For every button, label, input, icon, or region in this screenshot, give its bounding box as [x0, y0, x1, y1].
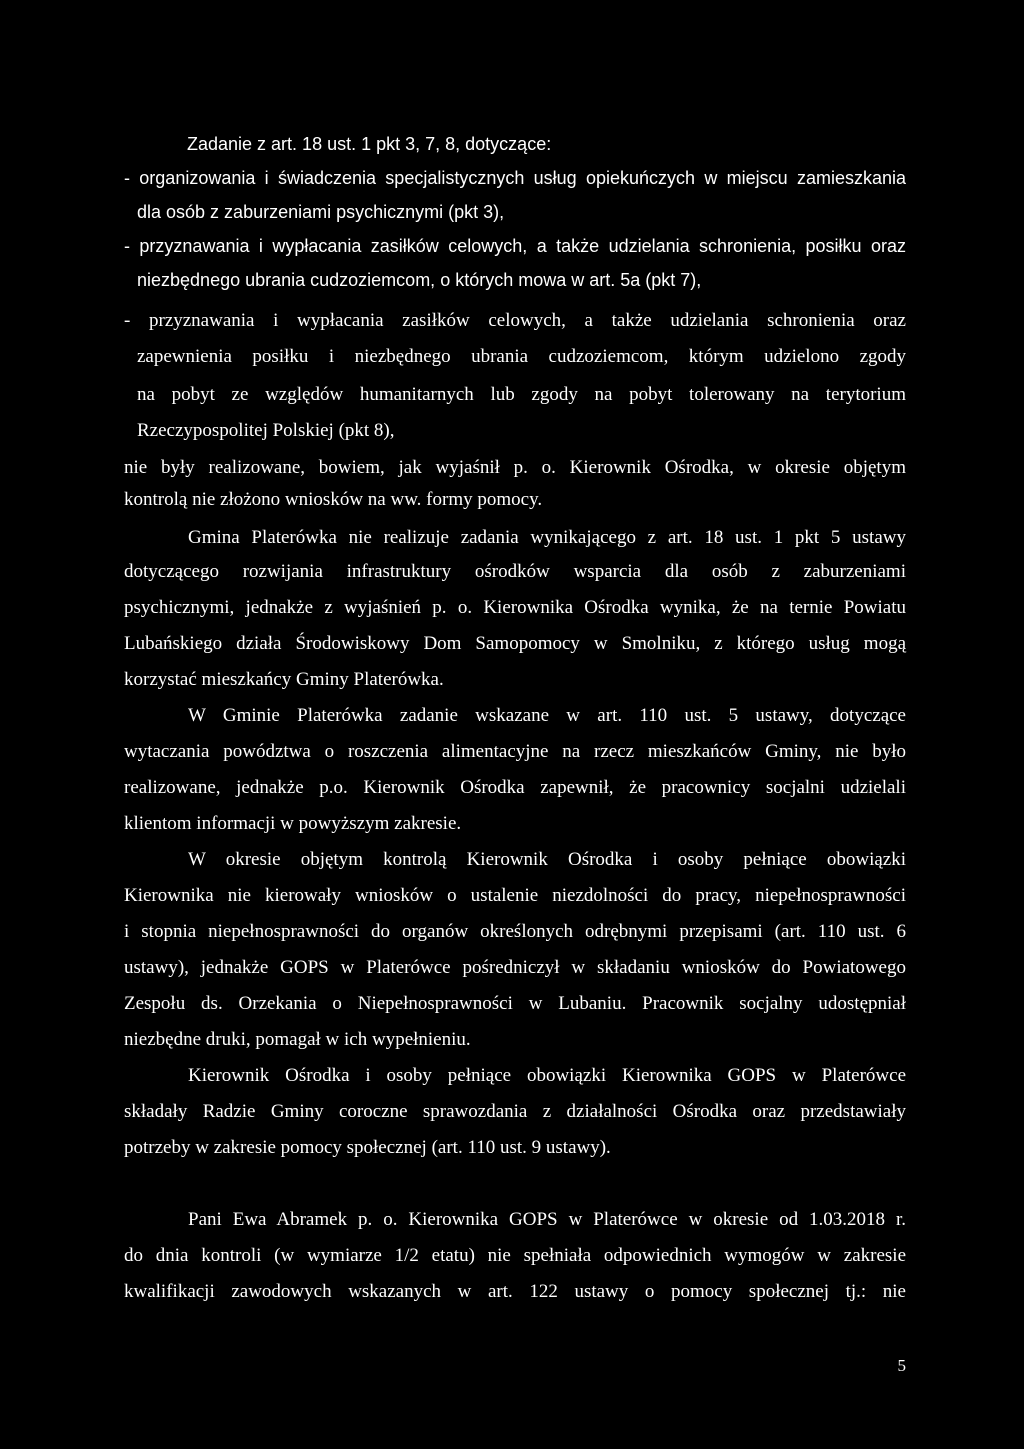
text-line: składały Radzie Gminy coroczne sprawozdania z działalności Ośrodka oraz przedstawiały [124, 1101, 906, 1122]
text-line: zapewnienia posiłku i niezbędnego ubrania cudzoziemcom, którym udzielono zgody [137, 346, 906, 367]
text-line: Pani Ewa Abramek p. o. Kierownika GOPS w Platerówce w okresie od 1.03.2018 r. [188, 1209, 906, 1230]
text-line: Zadanie z art. 18 ust. 1 pkt 3, 7, 8, dotyczące: [187, 134, 552, 154]
page-number: 5 [897, 1356, 906, 1375]
text-line: Gmina Platerówka nie realizuje zadania wynikającego z art. 18 ust. 1 pkt 5 ustawy [188, 527, 906, 548]
text-line: niezbędne druki, pomagał w ich wypełnieniu. [124, 1029, 471, 1050]
text-line: Kierownika nie kierowały wniosków o ustalenie niezdolności do pracy, niepełnosprawności [124, 885, 906, 906]
text-line: nie były realizowane, bowiem, jak wyjaśnił p. o. Kierownik Ośrodka, w okresie objętym [124, 457, 906, 478]
text-line: ustawy), jednakże GOPS w Platerówce pośredniczył w składaniu wniosków do Powiatowego [124, 957, 906, 978]
text-line: Rzeczypospolitej Polskiej (pkt 8), [137, 420, 395, 441]
text-line: potrzeby w zakresie pomocy społecznej (art. 110 ust. 9 ustawy). [124, 1137, 611, 1158]
text-line: realizowane, jednakże p.o. Kierownik Ośrodka zapewnił, że pracownicy socjalni udzielali [124, 777, 906, 798]
text-line: korzystać mieszkańcy Gminy Platerówka. [124, 669, 444, 690]
text-line: - przyznawania i wypłacania zasiłków celowych, a także udzielania schronienia, posiłku oraz [124, 236, 906, 256]
text-line: dla osób z zaburzeniami psychicznymi (pkt 3), [137, 202, 505, 222]
text-line: W Gminie Platerówka zadanie wskazane w art. 110 ust. 5 ustawy, dotyczące [188, 705, 906, 726]
text-line: do dnia kontroli (w wymiarze 1/2 etatu) nie spełniała odpowiednich wymogów w zakresie [124, 1245, 906, 1266]
text-line: wytaczania powództwa o roszczenia alimentacyjne na rzecz mieszkańców Gminy, nie było [124, 741, 906, 762]
text-line: Zespołu ds. Orzekania o Niepełnosprawności w Lubaniu. Pracownik socjalny udostępniał [124, 993, 906, 1014]
text-line: psychicznymi, jednakże z wyjaśnień p. o. Kierownika Ośrodka wynika, że na ternie Powiatu [124, 597, 906, 618]
text-line: kwalifikacji zawodowych wskazanych w art. 122 ustawy o pomocy społecznej tj.: nie [124, 1281, 906, 1302]
text-line: niezbędnego ubrania cudzoziemcom, o których mowa w art. 5a (pkt 7), [137, 270, 702, 290]
text-line: dotyczącego rozwijania infrastruktury ośrodków wsparcia dla osób z zaburzeniami [124, 561, 906, 582]
text-line: Kierownik Ośrodka i osoby pełniące obowiązki Kierownika GOPS w Platerówce [188, 1065, 906, 1086]
text-line: kontrolą nie złożono wniosków na ww. formy pomocy. [124, 489, 543, 510]
text-line: Lubańskiego działa Środowiskowy Dom Samopomocy w Smolniku, z którego usług mogą [124, 633, 906, 654]
text-line: i stopnia niepełnosprawności do organów określonych odrębnymi przepisami (art. 110 ust. 6 [124, 921, 906, 942]
text-line: - organizowania i świadczenia specjalistycznych usług opiekuńczych w miejscu zamieszkania [124, 168, 906, 188]
text-line: klientom informacji w powyższym zakresie. [124, 813, 462, 834]
text-line: na pobyt ze względów humanitarnych lub zgody na pobyt tolerowany na terytorium [137, 384, 906, 405]
text-line: - przyznawania i wypłacania zasiłków celowych, a także udzielania schronienia oraz [124, 310, 906, 331]
text-line: W okresie objętym kontrolą Kierownik Ośrodka i osoby pełniące obowiązki [188, 849, 906, 870]
